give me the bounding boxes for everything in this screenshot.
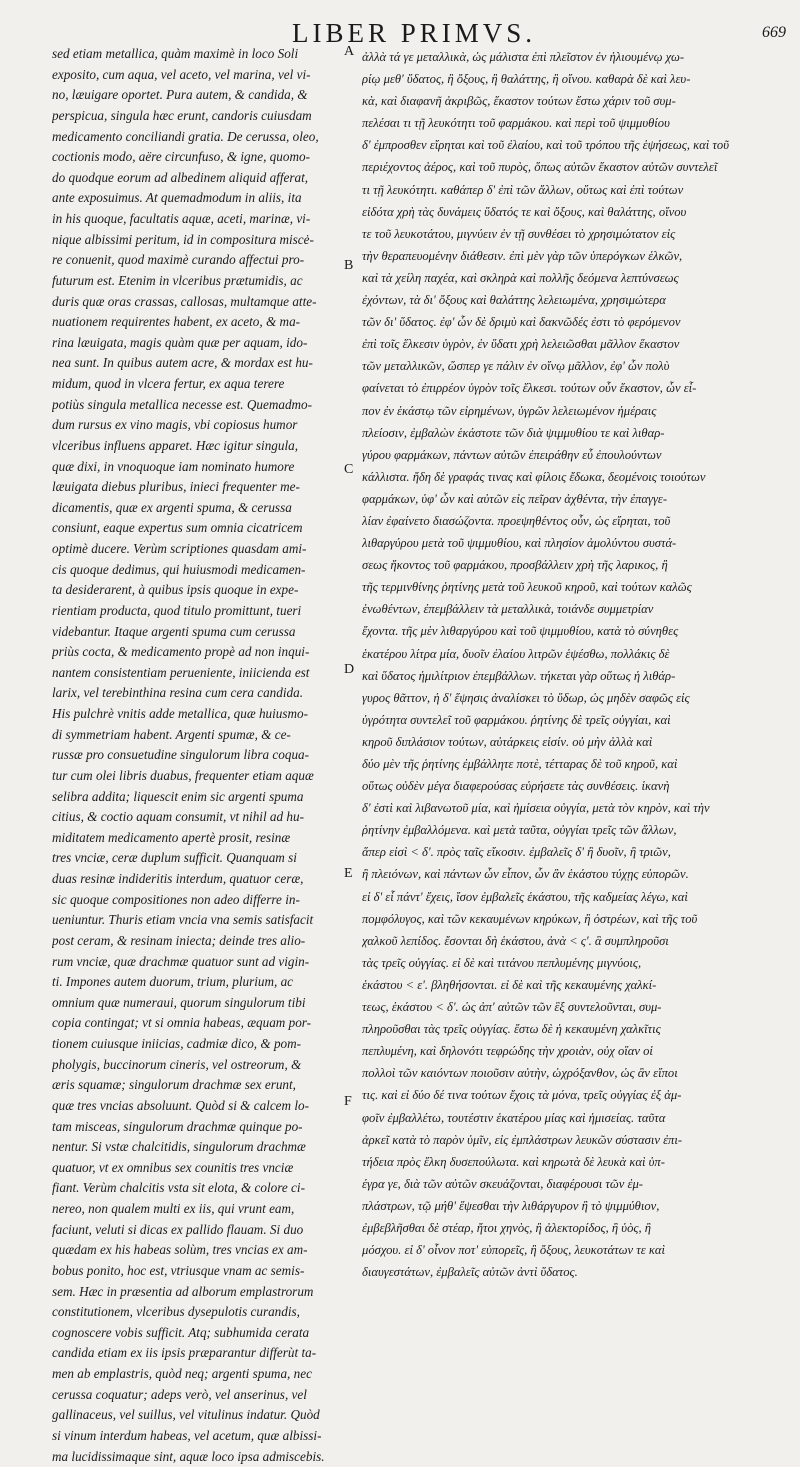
greek-text-line: χαλκοῦ λεπίδος. ἔσονται δὴ ἑκάστου, ἀνὰ < ς'. ἃ συμπληροῦσι <box>362 930 782 952</box>
latin-text-line: selibra addita; liquescit enim sic argenti spuma <box>52 787 344 808</box>
greek-text-line: ἅπερ εἰσὶ < δ'. πρὸς ταῖς εἴκοσιν. ἐμβαλεῖς δ' ἢ δυοῖν, ἢ τριῶν, <box>362 841 782 863</box>
section-marker-b: B <box>344 258 353 274</box>
greek-text-line: ῥητίνην ἐμβαλλόμενα. καὶ μετὰ ταῦτα, οὐγγίαι τρεῖς τῶν ἄλλων, <box>362 819 782 841</box>
latin-text-line: ma lucidissimaque sint, aquæ loco ipsa admiscebis. <box>52 1447 344 1467</box>
latin-text-line: duris quæ oras crassas, callosas, multamque atte- <box>52 292 344 313</box>
greek-text-line: ἑκάστου < ε'. βληθήσονται. εἰ δὲ καὶ τῆς κεκαυμένης χαλκί- <box>362 974 782 996</box>
greek-text-line: ὑγρότητα συντελεῖ τοῦ φαρμάκου. ῥητίνης δὲ τρεῖς οὐγγίαι, καὶ <box>362 709 782 731</box>
latin-text-line: videbantur. Itaque argenti spuma cum cerussa <box>52 622 344 643</box>
greek-text-line: τὴν θεραπευομένην διάθεσιν. ἐπὶ μὲν γὰρ τῶν ὑπερόγκων ἑλκῶν, <box>362 245 782 267</box>
latin-text-line: faciunt, veluti si dicas ex pallido flauam. Si duo <box>52 1220 344 1241</box>
section-marker-a: A <box>344 44 354 60</box>
latin-text-line: constitutionem, vlceribus dysepulotis curandis, <box>52 1302 344 1323</box>
latin-text-line: tam misceas, singulorum drachmæ quinque po- <box>52 1117 344 1138</box>
latin-text-line: ta desiderarent, à quibus ipsis quoque in expe- <box>52 580 344 601</box>
greek-text-line: δύο μὲν τῆς ῥητίνης ἐμβάλλητε ποτὲ, τέτταρας δὲ τοῦ κηροῦ, καὶ <box>362 753 782 775</box>
latin-text-line: perspicua, singula hæc erunt, candoris cuiusdam <box>52 106 344 127</box>
latin-text-line: tur cum olei libris duabus, frequenter etiam aquæ <box>52 766 344 787</box>
greek-text-line: δ' ἐμπροσθεν εἴρηται καὶ τοῦ ἐλαίου, καὶ τοῦ τρόπου τῆς ἑψήσεως, καὶ τοῦ <box>362 134 782 156</box>
latin-text-line: bobus ponito, hoc est, vtriusque vnam ac semis- <box>52 1261 344 1282</box>
latin-text-line: priùs cocta, & medicamento propè ad non inqui- <box>52 642 344 663</box>
latin-text-line: candida etiam ex iis ipsis præparantur differùt ta- <box>52 1343 344 1364</box>
greek-text-line: ἑνωθέντων, ἐπεμβάλλειν τὰ μεταλλικὰ, τοιάνδε συμμετρίαν <box>362 598 782 620</box>
greek-text-line: ἢ πλειόνων, καὶ πάντων ὧν εἶπον, ὧν ἂν ἑκάστου τύχῃς εὐπορῶν. <box>362 863 782 885</box>
page-number: 669 <box>762 24 786 42</box>
latin-text-line: nereo, non qualem multi ex iis, qui vrunt eam, <box>52 1199 344 1220</box>
latin-text-line: rum vnciæ, quæ drachmæ quatuor sunt ad vigin- <box>52 952 344 973</box>
latin-text-line: rientiam producta, quod titulo promittunt, tueri <box>52 601 344 622</box>
latin-text-line: sem. Hæc in præsentia ad alborum emplastrorum <box>52 1282 344 1303</box>
greek-text-line: τῶν δι' ὕδατος. ἐφ' ὧν δὲ δριμὺ καὶ δακνῶδές ἐστι τὸ φερόμενον <box>362 311 782 333</box>
latin-text-line: quædam ex his habeas solùm, tres vncias ex am- <box>52 1240 344 1261</box>
latin-text-line: exposito, cum aqua, vel aceto, vel marina, vel vi- <box>52 65 344 86</box>
greek-text-line: κὰ, καὶ διαφανῆ ἀκριβῶς, ἕκαστον τούτων ἔστω χάριν τοῦ συμ- <box>362 90 782 112</box>
latin-text-line: di symmetriam habent. Argenti spumæ, & ce- <box>52 725 344 746</box>
greek-text-line: τὰς τρεῖς οὐγγίας. εἰ δὲ καὶ τιτάνου πεπλυμένης μιγνύοις, <box>362 952 782 974</box>
greek-text-line: οὕτως οὐδὲν μέγα διαφερούσας εὑρήσετε τὰς συνθέσεις. ἱκανὴ <box>362 775 782 797</box>
latin-text-line: no, læuigare oportet. Pura autem, & candida, & <box>52 85 344 106</box>
greek-text-line: πλείοσιν, ἐμβαλὼν ἑκάστοτε τῶν διὰ ψιμμυθίου τε καὶ λιθαρ- <box>362 422 782 444</box>
greek-text-line: κηροῦ διπλάσιον τούτων, αὐτάρκεις εἰσίν. οὐ μὴν ἀλλὰ καὶ <box>362 731 782 753</box>
greek-text-line: ἐμβεβλῆσθαι δὲ στέαρ, ἤτοι χηνὸς, ἢ ἀλεκτορίδος, ἢ ὑὸς, ἢ <box>362 1217 782 1239</box>
latin-text-line: si vinum interdum habeas, vel acetum, quæ albissi- <box>52 1426 344 1447</box>
greek-text-line: ἀρκεῖ κατὰ τὸ παρὸν ὑμῖν, εἰς ἐμπλάστρων λευκῶν σύστασιν ἐπι- <box>362 1129 782 1151</box>
latin-text-line: copia contingat; vt si omnia habeas, æquam por- <box>52 1013 344 1034</box>
latin-text-line: futurum est. Etenim in vlceribus prætumidis, ac <box>52 271 344 292</box>
latin-text-line: dicamentis, quæ ex argenti spuma, & cerussa <box>52 498 344 519</box>
latin-text-line: potiùs singula metallica necesse est. Quemadmo- <box>52 395 344 416</box>
latin-text-line: cerussa coquatur; adeps verò, vel anserinus, vel <box>52 1385 344 1406</box>
latin-text-line: nea sunt. In quibus autem acre, & mordax est hu- <box>52 353 344 374</box>
latin-text-line: re conuenit, quod maximè curando affectui pro- <box>52 250 344 271</box>
latin-text-line: quæ tres vncias absoluunt. Quòd si & calcem lo- <box>52 1096 344 1117</box>
greek-text-line: ρίῳ μεθ' ὕδατος, ἢ ὄξους, ἢ θαλάττης, ἢ οἴνου. καθαρὰ δὲ καὶ λευ- <box>362 68 782 90</box>
greek-text-line: τεως, ἑκάστου < δ'. ὡς ἀπ' αὐτῶν τῶν ἓξ συντελοῦνται, συμ- <box>362 996 782 1018</box>
greek-text-line: φοῖν ἐμβαλλέτω, τουτέστιν ἑκατέρου μίας καὶ ἡμισείας. ταῦτα <box>362 1107 782 1129</box>
latin-text-line: ueniuntur. Thuris etiam vncia vna semis satisfacit <box>52 910 344 931</box>
greek-text-line: λίαν ἐφαίνετο διασώζοντα. προεψηθέντος οὖν, ὡς εἴρηται, τοῦ <box>362 510 782 532</box>
latin-text-line: læuigata diebus pluribus, inieci frequenter me- <box>52 477 344 498</box>
latin-text-line: pholygis, buccinorum cineris, vel ostreorum, & <box>52 1055 344 1076</box>
greek-text-line: φαίνεται τὸ ἐπιρρέον ὑγρὸν τοῖς ἕλκεσι. τούτων οὖν ἕκαστον, ὧν εἶ- <box>362 377 782 399</box>
latin-text-line: ti. Impones autem duorum, trium, plurium, ac <box>52 972 344 993</box>
latin-text-line: miditatem medicamento apertè prosit, resinæ <box>52 828 344 849</box>
greek-text-line: γυρος θᾶττον, ἡ δ' ἕψησις ἀναλίσκει τὸ ὕδωρ, ὡς μηδὲν σαφῶς εἰς <box>362 687 782 709</box>
latin-text-line: tres vnciæ, ceræ duplum sufficit. Quanquam si <box>52 848 344 869</box>
greek-text-line: τις. καὶ εἰ δύο δέ τινα τούτων ἔχοις τὰ μόνα, τρεῖς οὐγγίας ἐξ ἀμ- <box>362 1084 782 1106</box>
latin-text-line: vlceribus influens apparet. Hæc igitur singula, <box>52 436 344 457</box>
greek-text-line: γύρου φαρμάκων, πάντων αὐτῶν ἐπειράθην εὖ ἐπουλούντων <box>362 444 782 466</box>
latin-text-line: nantem consistentiam perueniente, iniicienda est <box>52 663 344 684</box>
latin-text-line: nuationem requirentes habent, ex aceto, & ma- <box>52 312 344 333</box>
greek-text-line: πολλοὶ τῶν καιόντων ποιοῦσιν αὐτὴν, ὠχρόξανθον, ὡς ἂν εἴποι <box>362 1062 782 1084</box>
greek-text-line: τε τοῦ λευκοτάτου, μιγνύειν ἐν τῇ συνθέσει τὸ χρησιμώτατον εἰς <box>362 223 782 245</box>
greek-text-line: τῆς τερμινθίνης ῥητίνης μετὰ τοῦ λευκοῦ κηροῦ, καὶ τούτων καλῶς <box>362 576 782 598</box>
greek-text-line: πελέσαι τι τῇ λευκότητι τοῦ φαρμάκου. καὶ περὶ τοῦ ψιμμυθίου <box>362 112 782 134</box>
latin-text-line: His pulchrè vnitis adde metallica, quæ huiusmo- <box>52 704 344 725</box>
greek-text-line: πον ἐν ἑκάστῳ τῶν εἰρημένων, ὑγρῶν λελειωμένον ἡμέραις <box>362 400 782 422</box>
greek-text-line: δ' ἐστὶ καὶ λιβανωτοῦ μία, καὶ ἡμίσεια οὐγγία, μετὰ τὸν κηρὸν, καὶ τὴν <box>362 797 782 819</box>
greek-text-line: έγρα γε, διὰ τῶν αὐτῶν σκευάζονται, διαφέρουσι τῶν ἐμ- <box>362 1173 782 1195</box>
greek-text-line: καὶ ὕδατος ἡμιλίτριον ἐπεμβάλλων. τήκεται γὰρ οὕτως ἡ λιθάρ- <box>362 665 782 687</box>
section-marker-d: D <box>344 662 354 678</box>
greek-text-line: εἰδότα χρὴ τὰς δυνάμεις ὕδατός τε καὶ ὄξους, καὶ θαλάττης, οἴνου <box>362 201 782 223</box>
greek-text-line: ἑκατέρου λίτρα μία, δυοῖν ἐλαίου λιτρῶν ἑψέσθω, πολλάκις δὲ <box>362 643 782 665</box>
greek-text-line: κάλλιστα. ἤδη δὲ γραφάς τινας καὶ φίλοις ἔδωκα, δεομένοις τοιούτων <box>362 466 782 488</box>
latin-text-line: coctionis modo, aëre circunfuso, & igne, quomo- <box>52 147 344 168</box>
greek-text-line: ἔχοντα. τῆς μὲν λιθαργύρου καὶ τοῦ ψιμμυθίου, κατὰ τὸ σύνηθες <box>362 620 782 642</box>
latin-text-line: omnium quæ numeraui, quorum singulorum tibi <box>52 993 344 1014</box>
latin-text-line: nentur. Si vstæ chalcitidis, singulorum drachmæ <box>52 1137 344 1158</box>
latin-text-line: gallinaceus, vel suillus, vel vitulinus indatur. Quòd <box>52 1405 344 1426</box>
section-marker-f: F <box>344 1094 352 1110</box>
latin-text-line: nique albissimi peritum, id in compositura miscė- <box>52 230 344 251</box>
latin-column <box>52 44 344 1314</box>
greek-text-line: καὶ τὰ χείλη παχέα, καὶ σκληρὰ καὶ πολλῆς δεόμενα λεπτύνσεως <box>362 267 782 289</box>
greek-text-line: φαρμάκων, ὑφ' ὧν καὶ αὐτῶν εἰς πεῖραν ἀχθέντα, τὴν ἐπαγγε- <box>362 488 782 510</box>
greek-text-line: ἐπὶ τοῖς ἕλκεσιν ὑγρὸν, ἐν ὕδατι χρὴ λελειῶσθαι μᾶλλον ἕκαστον <box>362 333 782 355</box>
latin-text-line: fiant. Verùm chalcitis vsta sit elota, & colore ci- <box>52 1178 344 1199</box>
latin-text-line: dum rursus ex vino magis, vbi copiosus humor <box>52 415 344 436</box>
section-marker-e: E <box>344 866 353 882</box>
greek-text-line: πομφόλυγος, καὶ τῶν κεκαυμένων κηρύκων, ἢ ὀστρέων, καὶ τῆς τοῦ <box>362 908 782 930</box>
latin-text-line: medicamento conciliandi gratia. De cerussa, oleo, <box>52 127 344 148</box>
latin-text-line: consiunt, eaque expertus sum omnia cicatricem <box>52 518 344 539</box>
latin-text-line: rina læuigata, magis quàm quæ per aquam, ido- <box>52 333 344 354</box>
greek-text-line: ἐχόντων, τὰ δι' ὄξους καὶ θαλάττης λελειωμένα, χρησιμώτερα <box>362 289 782 311</box>
section-marker-c: C <box>344 462 353 478</box>
greek-text-line: εἰ δ' εἶ πάντ' ἔχεις, ἴσον ἐμβαλεῖς ἑκάστου, τῆς καδμείας λέγω, καὶ <box>362 886 782 908</box>
latin-text-line: russæ pro consuetudine singulorum libra coqua- <box>52 745 344 766</box>
latin-text-line: larix, vel terebinthina resina cum cera candida. <box>52 683 344 704</box>
greek-text-line: τῶν μεταλλικῶν, ὥσπερ γε πάλιν ἐν οἴνῳ μᾶλλον, ἐφ' ὧν πολὺ <box>362 355 782 377</box>
latin-text-line: æris squamæ; singulorum drachmæ sex erunt, <box>52 1075 344 1096</box>
greek-text-line: μόσχου. εἰ δ' οἶνον ποτ' εὐπορεῖς, ἢ ὄξους, λευκοτάτων τε καὶ <box>362 1239 782 1261</box>
latin-text-line: quatuor, vt ex omnibus sex counitis tres vnciæ <box>52 1158 344 1179</box>
latin-text-line: midum, quod in vlcera fertur, ex aqua terere <box>52 374 344 395</box>
greek-text-line: πληροῦσθαι τὰς τρεῖς οὐγγίας. ἔστω δὲ ἡ κεκαυμένη χαλκῖτις <box>362 1018 782 1040</box>
latin-text-line: citius, & coctio aquam consumit, vt nihil ad hu- <box>52 807 344 828</box>
latin-text-line: cis quoque dedimus, qui huiusmodi medicamen- <box>52 560 344 581</box>
latin-text-line: sic quoque compositiones non adeo differre in- <box>52 890 344 911</box>
greek-text-line: τι τῇ λευκότητι. καθάπερ δ' ἐπὶ τῶν ἄλλων, οὕτως καὶ ἐπὶ τούτων <box>362 179 782 201</box>
greek-text-line: περιέχοντος ἀέρος, καὶ τοῦ πυρὸς, ὅπως αὐτῶν ἕκαστον αὐτῶν συντελεῖ <box>362 156 782 178</box>
running-head: LIBER PRIMVS. <box>292 18 536 49</box>
greek-text-line: λιθαργύρου μετὰ τοῦ ψιμμυθίου, καὶ πλησίον ἀμολύντου συστά- <box>362 532 782 554</box>
latin-text-line: ante exposuimus. At quemadmodum in aliis, ita <box>52 188 344 209</box>
latin-text-line: tionem cuiusque iniicias, cadmiæ dico, & pom- <box>52 1034 344 1055</box>
latin-text-line: do quodque eorum ad albedinem aliquid afferat, <box>52 168 344 189</box>
greek-text-line: πεπλυμένη, καὶ δηλονότι τεφρώδης τὴν χροιὰν, οὐχ οἵαν οἱ <box>362 1040 782 1062</box>
latin-text-line: duas resinæ indideritis interdum, quatuor ceræ, <box>52 869 344 890</box>
latin-text-line: cognoscere vobis sufficit. Atq; subhumida cerata <box>52 1323 344 1344</box>
latin-text-line: sed etiam metallica, quàm maximè in loco Soli <box>52 44 344 65</box>
greek-text-line: σεως ἥκοντος τοῦ φαρμάκου, προσβάλλειν χρὴ τῆς λαρικος, ἢ <box>362 554 782 576</box>
latin-text-line: quæ dixi, in vnoquoque iam nominato humore <box>52 457 344 478</box>
greek-text-line: ἀλλὰ τά γε μεταλλικὰ, ὡς μάλιστα ἐπὶ πλεῖστον ἐν ἡλιουμένῳ χω- <box>362 46 782 68</box>
latin-text-line: post ceram, & resinam iniecta; deinde tres alio- <box>52 931 344 952</box>
greek-column <box>362 46 782 1316</box>
greek-text-line: πλάστρων, τῷ μήθ' ἕψεσθαι τὴν λιθάργυρον ἢ τὸ ψιμμύθιον, <box>362 1195 782 1217</box>
latin-text-line: in his quoque, facultatis aquæ, aceti, marinæ, vi- <box>52 209 344 230</box>
greek-text-line: τήδεια πρὸς ἕλκη δυσεπούλωτα. καὶ κηρωτὰ δὲ λευκὰ καὶ ὑπ- <box>362 1151 782 1173</box>
latin-text-line: men ab emplastris, quòd neq; argenti spuma, nec <box>52 1364 344 1385</box>
latin-text-line: optimè ducere. Verùm scriptiones quasdam ami- <box>52 539 344 560</box>
greek-text-line: διαυγεστάτων, ἐμβαλεῖς αὐτῶν ἀντὶ ὕδατος. <box>362 1261 782 1283</box>
